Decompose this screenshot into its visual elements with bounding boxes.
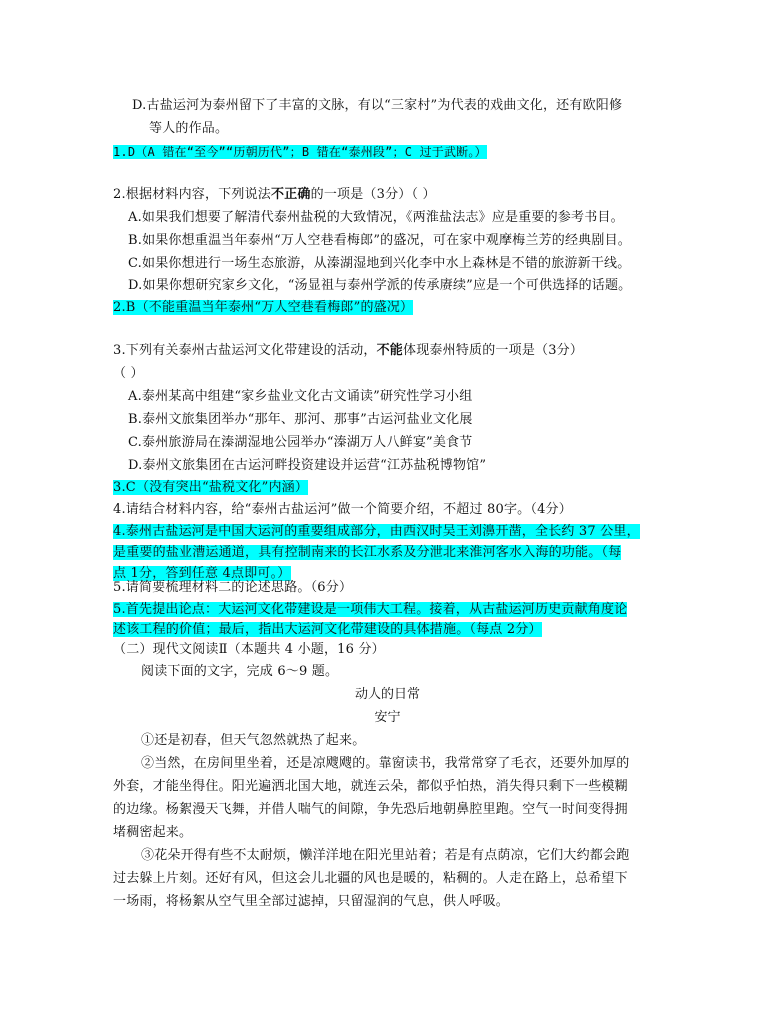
answer-5-line2 [113,620,542,640]
question-2-option-b: B.如果你想重温当年泰州“万人空巷看梅郎”的盛况，可在家中观摩梅兰芳的经典剧目。 [128,233,631,248]
article-author: 安宁 [374,710,401,725]
question-2-option-a: A.如果我们想要了解清代泰州盐税的大致情况，《两淮盐法志》应是重要的参考书目。 [128,210,624,225]
question-3-stem-bold: 不能 [376,343,404,358]
answer-1 [113,142,487,163]
question-2-stem [113,185,436,205]
answer-5-line1 [113,600,627,620]
article-title: 动人的日常 [354,687,420,702]
paragraph-3-line3: 一场雨，将杨絮从空气里全部过滤掉，只留湿润的气息，供人呼吸。 [113,894,510,909]
paragraph-2-line1: ②当然，在房间里坐着，还是凉飕飕的。靠窗读书，我常常穿了毛衣，还要外加厚的 [141,756,630,771]
paragraph-2-line4: 堵稠密起来。 [113,825,193,840]
section-heading: （二）现代文阅读Ⅱ（本题共 4 小题，16 分） [113,642,385,657]
paragraph-3-line2: 过去躲上片刻。还好有风，但这会儿北疆的风也是暖的，粘稠的。人走在路上，总希望下 [113,871,628,886]
question-3-stem-pre: 3.下列有关泰州古盐运河文化带建设的活动， [113,343,377,358]
reading-instruction: 阅读下面的文字，完成 6～9 题。 [141,664,339,679]
answer-2-highlight: 2.B（不能重温当年泰州“万人空巷看梅郎”的盛况） [113,300,414,315]
question-3-paren: （ ） [113,366,144,381]
question-3-stem [113,341,583,361]
question-3-option-d: D.泰州文旅集团在古运河畔投资建设并运营“江苏盐税博物馆” [128,458,487,473]
question-4: 4.请结合材料内容，给“泰州古盐运河”做一个简要介绍，不超过 80字。（4分） [113,502,572,517]
question-2-stem-bold: 不正确 [271,187,311,202]
answer-4-line2-highlight: 是重要的盐业漕运通道，具有控制南来的长江水系及分泄北来淮河客水入海的功能。（每 [113,545,622,560]
question-3-option-a: A.泰州某高中组建“家乡盐业文化古文诵读”研究性学习小组 [128,389,473,404]
answer-5-line1-highlight: 5.首先提出论点：大运河文化带建设是一项伟大工程。接着，从古盐运河历史贡献角度论 [113,602,628,617]
question-3-stem-post: 体现泰州特质的一项是（3分） [403,343,584,358]
question-3-option-b: B.泰州文旅集团举办“那年、那河、那事”古运河盐业文化展 [128,412,473,427]
paragraph-2-line3: 的边缘。杨絮漫天飞舞，并借人喘气的间隙，争先恐后地朝鼻腔里跑。空气一时间变得拥 [113,802,628,817]
answer-5-line2-highlight: 述该工程的价值；最后，指出大运河文化带建设的具体措施。（每点 2分） [113,622,542,637]
question-5: 5.请简要梳理材料二的论述思路。（6分） [113,580,353,595]
paragraph-1: ①还是初春，但天气忽然就热了起来。 [141,733,366,748]
answer-4-line2 [113,543,621,563]
answer-4-line3-highlight: 点 1分，答到任意 4点即可。） [113,566,291,581]
q1-option-d-line2: 等人的作品。 [149,121,229,136]
question-3-option-c: C.泰州旅游局在溱湖湿地公园举办“溱湖万人八鲜宴”美食节 [128,435,473,450]
answer-4-line1 [113,522,640,542]
paragraph-3-line1: ③花朵开得有些不太耐烦，懒洋洋地在阳光里站着；若是有点荫凉，它们大约都会跑 [141,848,630,863]
q1-option-d-line1: D.古盐运河为泰州留下了丰富的文脉，有以“三家村”为代表的戏曲文化，还有欧阳修 [132,98,623,113]
paragraph-2-line2: 外套，才能坐得住。阳光遍洒北国大地，就连云朵，都似乎怕热，消失得只剩下一些模糊 [113,779,628,794]
answer-4-line1-highlight: 4.泰州古盐运河是中国大运河的重要组成部分，由西汉时吴王刘濞开凿，全长约 37 公里， [113,524,640,539]
answer-2 [113,298,413,318]
question-2-option-d: D.如果你想研究家乡文化，“汤显祖与泰州学派的传承赓续”应是一个可供选择的话题。 [128,278,632,293]
answer-1-highlight: 1.D（A 错在“至今”“历朝历代”；B 错在“泰州段”；C 过于武断。） [113,145,487,159]
question-2-stem-post: 的一项是（3分）（ ） [310,187,436,202]
answer-3 [113,478,308,498]
question-2-stem-pre: 2.根据材料内容，下列说法 [113,187,272,202]
question-2-option-c: C.如果你想进行一场生态旅游，从溱湖湿地到兴化李中水上森林是不错的旅游新干线。 [128,256,631,271]
answer-3-highlight: 3.C（没有突出“盐税文化”内涵） [113,480,309,495]
